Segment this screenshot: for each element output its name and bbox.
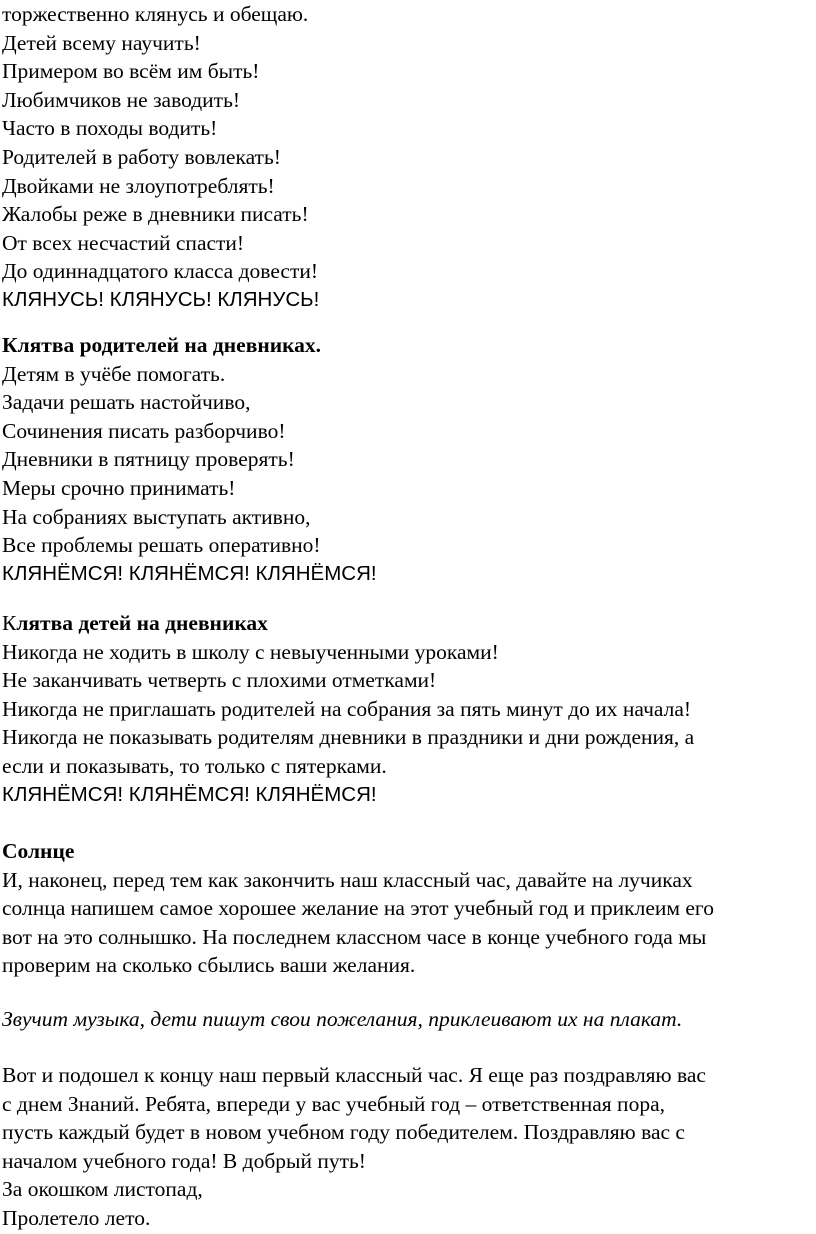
oath-refrain: КЛЯНЁМСЯ! КЛЯНЁМСЯ! КЛЯНЁМСЯ! (2, 782, 377, 806)
oath-line: Меры срочно принимать! (2, 475, 236, 500)
paragraph-line: Вот и подошел к концу наш первый классный час. Я еще раз поздравляю вас (2, 1063, 706, 1087)
section-title-rest: лятва детей на дневниках (16, 611, 268, 635)
section-title: Клятва родителей на дневниках. (2, 333, 322, 357)
oath-line: Дневники в пятницу проверять! (2, 447, 295, 472)
oath-line: До одиннадцатого класса довести! (2, 259, 319, 284)
oath-line: Любимчиков не заводить! (2, 87, 241, 112)
oath-line: торжественно клянусь и обещаю. (2, 2, 309, 26)
section-title-initial: К (2, 611, 17, 635)
stage-direction (0, 1005, 810, 1034)
oath-line: Детям в учёбе помогать. (2, 361, 226, 386)
oath-refrain: КЛЯНУСЬ! КЛЯНУСЬ! КЛЯНУСЬ! (2, 287, 320, 311)
children-oath (0, 609, 810, 809)
paragraph-line: вот на это солнышко. На последнем классном часе в конце учебного года мы (2, 924, 707, 949)
oath-line: От всех несчастий спасти! (2, 230, 245, 255)
teacher-oath (0, 0, 810, 315)
oath-line: Жалобы реже в дневники писать! (2, 202, 309, 227)
section-title (0, 609, 810, 638)
oath-line: На собраниях выступать активно, (2, 504, 311, 529)
oath-line: Никогда не ходить в школу с невыученными уроками! (2, 639, 499, 664)
paragraph-line: проверим на сколько сбылись ваши желания. (2, 953, 416, 978)
oath-line: Часто в походы водить! (2, 116, 218, 141)
oath-line: Детей всему научить! (2, 30, 201, 55)
oath-line: Никогда не приглашать родителей на собрания за пять минут до их начала! (2, 696, 692, 721)
section-title: Солнце (2, 839, 75, 863)
paragraph-line: пусть каждый будет в новом учебном году победителем. Поздравляю вас с (2, 1120, 685, 1145)
oath-line: Сочинения писать разборчиво! (2, 418, 286, 443)
oath-line: Задачи решать настойчиво, (2, 390, 251, 415)
paragraph-line: началом учебного года! В добрый путь! (2, 1148, 366, 1173)
oath-line: Двойками не злоупотреблять! (2, 173, 275, 198)
paragraph-line: с днем Знаний. Ребята, впереди у вас учебный год – ответственная пора, (2, 1091, 665, 1116)
paragraph-line: И, наконец, перед тем как закончить наш классный час, давайте на лучиках (2, 867, 693, 892)
oath-refrain: КЛЯНЁМСЯ! КЛЯНЁМСЯ! КЛЯНЁМСЯ! (2, 561, 377, 585)
oath-line: Все проблемы решать оперативно! (2, 533, 321, 558)
paragraph-line: За окошком листопад, (2, 1177, 203, 1202)
stage-direction-text: Звучит музыка, дети пишут свои пожелания, приклеивают их на плакат. (2, 1007, 683, 1031)
parents-oath (0, 331, 810, 588)
closing-section (0, 1061, 810, 1233)
oath-line: Примером во всём им быть! (2, 59, 260, 84)
sun-section (0, 837, 810, 980)
paragraph-line: солнца напишем самое хорошее желание на этот учебный год и приклеим его (2, 896, 714, 921)
oath-line: Не заканчивать четверть с плохими отметками! (2, 668, 437, 693)
oath-line: Родителей в работу вовлекать! (2, 144, 281, 169)
oath-line: Никогда не показывать родителям дневники в праздники и дни рождения, а (2, 725, 695, 750)
paragraph-line: Пролетело лето. (2, 1205, 151, 1230)
oath-line: если и показывать, то только с пятерками. (2, 753, 387, 778)
